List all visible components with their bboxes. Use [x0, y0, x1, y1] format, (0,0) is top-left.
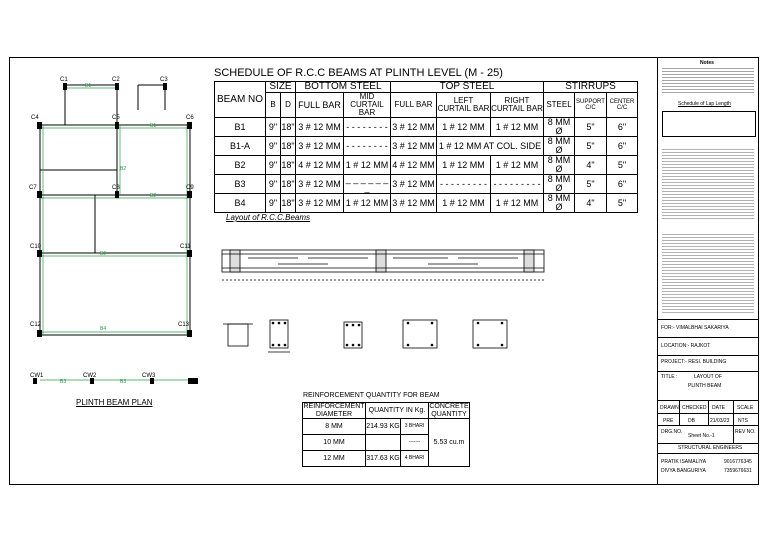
- schedule-row: B4 9" 18" 3 # 12 MM 1 # 12 MM 3 # 12 MM 1 # 12 MM 1 # 12 MM 8 MM Ø 4" 5": [215, 194, 638, 213]
- svg-text:C12: C12: [30, 322, 42, 328]
- beam-layout-drawing: [218, 232, 548, 372]
- svg-text:C10: C10: [30, 244, 42, 250]
- svg-text:C8: C8: [112, 185, 120, 191]
- svg-text:B3: B3: [120, 379, 127, 385]
- svg-text:CW2: CW2: [83, 373, 97, 379]
- quantity-row: 12 MM 317.63 KG 4 BHARI: [303, 451, 470, 467]
- project: PROJECT:- RESI. BUILDING: [661, 359, 727, 365]
- column-c13: [187, 330, 192, 337]
- title-label: TITLE :: [661, 374, 678, 380]
- plan-outline: [40, 125, 190, 335]
- svg-text:C9: C9: [186, 185, 194, 191]
- client-name: FOR:- VIMALBHAI SAKARIYA: [661, 325, 729, 331]
- quantity-row: 10 MM -------: [303, 435, 470, 451]
- lap-length-heading: Schedule of Lap Length: [678, 101, 731, 107]
- svg-text:C6: C6: [186, 115, 194, 121]
- svg-text:C13: C13: [178, 322, 190, 328]
- svg-text:C11: C11: [180, 244, 191, 250]
- beam-schedule-table: BEAM NO SIZE BOTTOM STEEL TOP STEEL STIRRUPS B D FULL BAR MID CURTAIL BAR FULL BAR LEFT CURTAIL BAR RIGHT CURTAIL BAR STEEL SUPPORT C/C CENTER C/C B1 9" 18" 3 # 12 MM - - - - - - - - 3 # 12 MM 1 # 12 MM 1 # 12 MM 8 MM Ø 5" 6" B1-A 9" 18" 3 # 12 MM - - - - - - - - 3 # 12 MM 1 # 12 MM AT COL. SIDE 8 MM Ø 5" 6" B2 9" 18" 4 # 12 MM 1 # 12 MM 4 # 12 MM 1 # 12 MM 1 # 12 MM 8 MM Ø 4" 5" B3 9" 18" 3 # 12 MM _ _ _ _ _ _ _ 3 # 12 MM - - - - - - - - - - - - - - - - - - 8 MM Ø 5" 6" B4 9" 18" 3 # 12 MM 1 # 12 MM 3 # 12 MM 1 # 12 MM 1 # 12 MM 8 MM Ø 4" 5": [214, 81, 638, 213]
- quantity-row: 8 MM 214.93 KG 3 BHARI 5.53 cu.m: [303, 419, 470, 435]
- column-c10: [37, 250, 42, 257]
- column-c4: [37, 122, 42, 129]
- svg-text:B1: B1: [150, 123, 157, 129]
- sheet-number: Sheet No.-1: [688, 433, 715, 439]
- svg-text:C5: C5: [112, 115, 120, 121]
- svg-text:B3: B3: [60, 379, 67, 385]
- column-c2: [115, 83, 119, 90]
- notes-heading: Notes: [700, 60, 714, 66]
- column-c9: [187, 191, 192, 198]
- engineer-1: PRATIK ISAMALIYA: [661, 459, 707, 465]
- specification-notes-block: [662, 233, 754, 313]
- schedule-row: B1-A 9" 18" 3 # 12 MM - - - - - - - - 3 # 12 MM 1 # 12 MM AT COL. SIDE 8 MM Ø 5" 6": [215, 137, 638, 156]
- svg-text:B2: B2: [150, 193, 157, 199]
- engineer-2: DIVYA BANGURIYA: [661, 468, 706, 474]
- schedule-row: B2 9" 18" 4 # 12 MM 1 # 12 MM 4 # 12 MM 1 # 12 MM 1 # 12 MM 8 MM Ø 4" 5": [215, 156, 638, 175]
- svg-text:C3: C3: [160, 77, 168, 83]
- column-c11: [187, 250, 192, 257]
- column-c6: [187, 122, 192, 129]
- svg-text:C4: C4: [31, 115, 39, 121]
- quantity-title: REINFORCEMENT QUANTITY FOR BEAM: [303, 392, 440, 399]
- svg-text:C7: C7: [29, 185, 37, 191]
- location: LOCATION:- RAJKOT: [661, 343, 711, 349]
- wall-label: CW1: [30, 373, 44, 379]
- lap-length-table: [662, 111, 756, 137]
- title-block: Notes Schedule of Lap Length FOR:- VIMALBHAI SAKARIYA LOCATION:- RAJKOT PROJECT:- RESI. BUILDING TITLE : LAYOUT OF PLINTH BEAM DRAWN CHECKED DATE SCALE PRE DB 21/03/23 NTS DRG.NO. Sheet No.-1 REV NO. STRUCTURAL ENGINEERS PRATIK ISAMALIYA 9016776345 DIVYA BANGURIYA 7359676631: [657, 57, 759, 485]
- col-label: C1: [60, 77, 68, 83]
- quantity-table: REINFORCEMENT DIAMETER QUANTITY IN Kg. CONCRETE QUANTITY 8 MM 214.93 KG 3 BHARI 5.53 cu.m 10 MM ------- 12 MM 317.63 KG 4 BHARI: [302, 402, 470, 467]
- plinth-beam-plan: [20, 70, 210, 400]
- svg-text:B4: B4: [100, 326, 107, 332]
- column-c12: [37, 330, 42, 337]
- plan-title: PLINTH BEAM PLAN: [76, 398, 153, 407]
- schedule-title: SCHEDULE OF R.C.C BEAMS AT PLINTH LEVEL (M - 25): [214, 67, 503, 79]
- column-c7: [37, 191, 42, 198]
- svg-text:B2: B2: [100, 251, 107, 257]
- column-c1: [63, 83, 67, 90]
- column-c8: [115, 191, 119, 198]
- svg-text:B2: B2: [120, 166, 127, 172]
- layout-title: Layout of R.C.C.Beams: [226, 213, 311, 222]
- schedule-row: B3 9" 18" 3 # 12 MM _ _ _ _ _ _ _ 3 # 12 MM - - - - - - - - - - - - - - - - - - 8 MM Ø 5" 6": [215, 175, 638, 194]
- svg-text:CW3: CW3: [142, 373, 156, 379]
- svg-text:B1: B1: [85, 83, 92, 89]
- svg-text:C2: C2: [112, 77, 120, 83]
- column-c5: [115, 122, 119, 129]
- schedule-row: B1 9" 18" 3 # 12 MM - - - - - - - - 3 # 12 MM 1 # 12 MM 1 # 12 MM 8 MM Ø 5" 6": [215, 118, 638, 137]
- general-notes-block: [662, 149, 754, 219]
- column-c3: [163, 83, 167, 90]
- notes-text-block: [662, 67, 754, 93]
